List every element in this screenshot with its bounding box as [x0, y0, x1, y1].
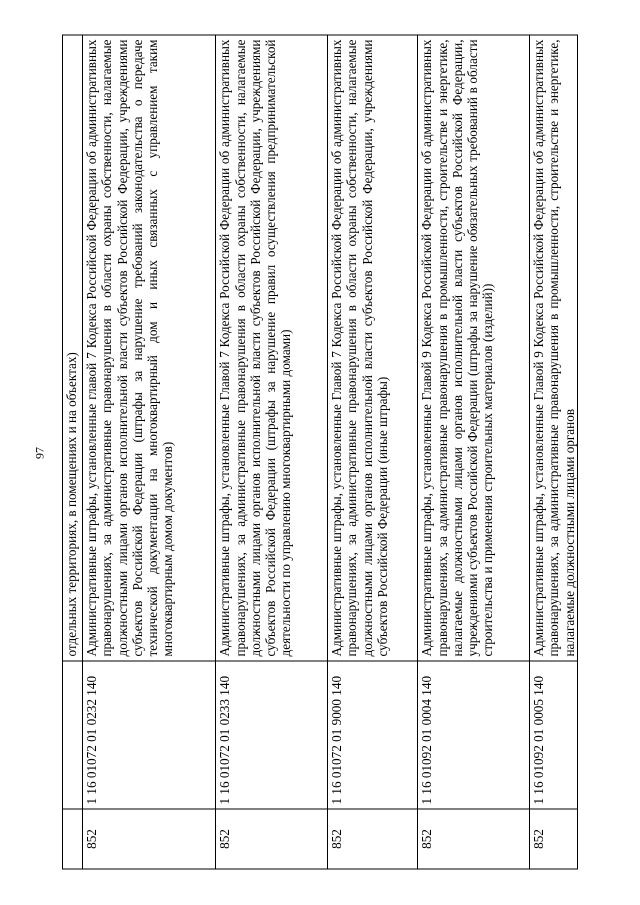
administrator-code-cell: 852 — [530, 809, 578, 869]
description-cell: Административные штрафы, установленные главой 7 Кодекса Российской Федерации об административных правонарушениях, за административные правонарушения в области охраны собственности, налагаемые должностными лицами органов исполнительной власти субъектов Российской Федерации, учреждениями субъектов Российской Федерации (штрафы за нарушение требований законодательства о передаче технической документации на многоквартирный дом и иных связанных с управлением таким многоквартирным домом документов) — [83, 35, 216, 661]
page-number: 97 — [32, 447, 47, 459]
budget-classification-code-cell: 1 16 01092 01 0005 140 — [530, 661, 578, 809]
table-row — [328, 35, 418, 869]
table-row-continuation — [63, 35, 83, 869]
administrator-code-cell: 852 — [418, 809, 530, 869]
rotated-page-content — [62, 35, 578, 870]
empty-cell — [63, 661, 83, 809]
continuation-text: отдельных территориях, в помещениях и на объектах) — [63, 35, 83, 661]
budget-classification-code-cell: 1 16 01072 01 0232 140 — [83, 661, 216, 809]
budget-classification-code-cell: 1 16 01072 01 9000 140 — [328, 661, 418, 809]
table-row — [216, 35, 328, 869]
table-row — [418, 35, 530, 869]
administrator-code-cell: 852 — [216, 809, 328, 869]
description-cell: Административные штрафы, установленные Главой 9 Кодекса Российской Федерации об административных правонарушениях, за административные правонарушения в промышленности, строительстве и энергетике, налагаемые должностными лицами органов исполнительной власти субъектов Российской Федерации, учреждениями субъектов Российской Федерации (штрафы за нарушение обязательных требований в области строительства и применения строительных материалов (изделий)) — [418, 35, 530, 661]
table-row — [530, 35, 578, 869]
budget-classification-code-cell: 1 16 01092 01 0004 140 — [418, 661, 530, 809]
budget-classification-code-cell: 1 16 01072 01 0233 140 — [216, 661, 328, 809]
administrator-code-cell: 852 — [83, 809, 216, 869]
description-cell: Административные штрафы, установленные Главой 7 Кодекса Российской Федерации об административных правонарушениях, за административные правонарушения в области охраны собственности, налагаемые должностными лицами органов исполнительной власти субъектов Российской Федерации, учреждениями субъектов Российской Федерации (штрафы за нарушение правил осуществления предпринимательской деятельности по управлению многоквартирными домами) — [216, 35, 328, 661]
description-cell: Административные штрафы, установленные Главой 9 Кодекса Российской Федерации об административных правонарушениях, за административные правонарушения в промышленности, строительстве и энергетике, налагаемые должностными лицами органов — [531, 39, 577, 657]
table-row — [83, 35, 216, 869]
empty-cell — [63, 809, 83, 869]
revenue-codes-table — [62, 35, 578, 870]
description-cell: Административные штрафы, установленные Главой 7 Кодекса Российской Федерации об административных правонарушениях, за административные правонарушения в области охраны собственности, налагаемые должностными лицами органов исполнительной власти субъектов Российской Федерации, учреждениями субъектов Российской Федерации (иные штрафы) — [328, 35, 418, 661]
administrator-code-cell: 852 — [328, 809, 418, 869]
description-cell-wrapper — [530, 35, 578, 661]
